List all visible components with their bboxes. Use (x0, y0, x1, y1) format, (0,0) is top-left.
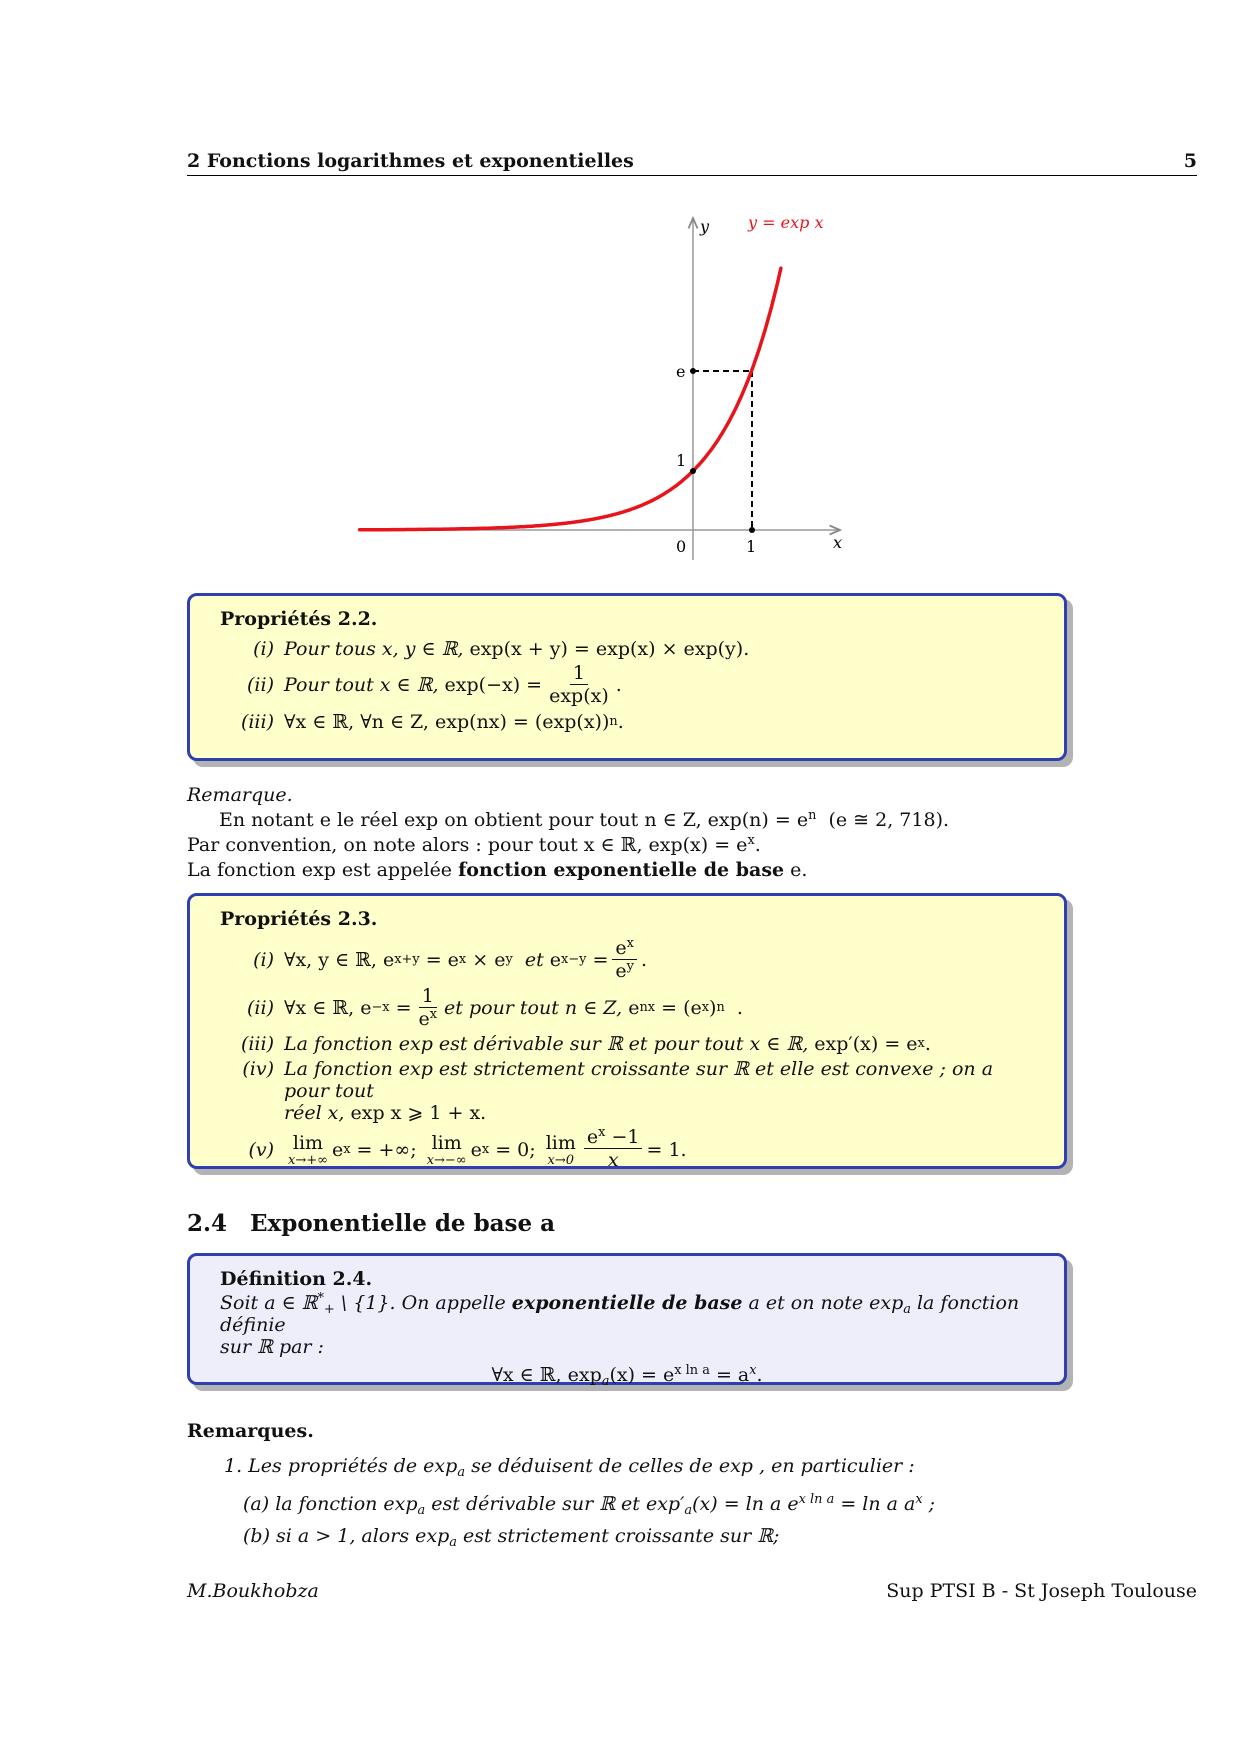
properties-2-2-title: Propriétés 2.2. (220, 608, 378, 630)
remark-block (187, 783, 1197, 883)
point-0-e (690, 368, 696, 374)
definition-line-2: sur ℝ par : (220, 1336, 324, 1358)
limit-minus-infinity: lim x→−∞ (426, 1132, 467, 1169)
remarques-item-1: 1. Les propriétés de $\exp_a$ se déduisent de celles de exp , en particulier : (224, 1455, 915, 1480)
footer-school: Sup PTSI B - St Joseph Toulouse (886, 1580, 1197, 1602)
prop22-item-iii: (iii) ∀x ∈ ℝ, ∀n ∈ Z, exp(nx) = (exp(x)) n . (240, 710, 624, 733)
definition-formula: ∀x ∈ ℝ, $\exp_a(x) = e^{x ln a} = a^x$. (491, 1362, 763, 1389)
limit-zero: lim x→0 (545, 1132, 576, 1169)
properties-2-2-box (187, 593, 1067, 761)
tick-x1-label: 1 (746, 537, 757, 556)
limit-plus-infinity: lim x→+∞ (288, 1132, 328, 1169)
header-title: 2 Fonctions logarithmes et exponentielles (187, 150, 634, 172)
tick-y1-label: 1 (676, 451, 687, 470)
prop23-item-v: (v) lim x→+∞ e x = +∞; lim x→−∞ e x = 0; lim x→0 $\frac{e^x -1}{x}$ = 1. (248, 1125, 687, 1172)
fraction: $\frac{e^x -1}{x}$ (584, 1127, 643, 1172)
prop22-item-i: (i) Pour tous x, y ∈ ℝ, exp(x + y) = exp(x) × exp(y). (253, 638, 750, 660)
footer-author: M.Boukhobza (187, 1580, 319, 1602)
prop23-item-iv: (iv) La fonction exp est strictement croissante sur ℝ et elle est convexe ; on a pour tout réel x, exp x ⩾ 1 + x. (242, 1058, 994, 1125)
remarques-item-b: (b) si a > 1, alors $\exp_a$ est strictement croissante sur ℝ; (243, 1525, 780, 1550)
running-header (187, 150, 1197, 176)
remarques-title: Remarques. (187, 1420, 314, 1442)
fraction: $\frac{1}{\exp(x)}$ (549, 662, 609, 707)
section-title: Exponentielle de base a (250, 1210, 556, 1237)
definition-2-4-title: Définition 2.4. (220, 1268, 373, 1290)
exp-curve (360, 268, 781, 530)
remarques-block (187, 1418, 1197, 1549)
remark-title: Remarque. (187, 784, 293, 806)
remarques-item-a: (a) la fonction $\exp_a$ est dérivable sur ℝ et $\exp'_a(x) = \ln a$ $e^{x ln a} = \ln a$ $a^x$ ; (243, 1491, 936, 1518)
exp-graph (0, 0, 1240, 600)
point-1-0 (749, 527, 755, 533)
curve-label: y = exp x (748, 213, 824, 232)
definition-2-4-box (187, 1253, 1067, 1389)
prop23-item-iii: (iii) La fonction exp est dérivable sur ℝ et pour tout x ∈ ℝ, exp′(x) = e x . (240, 1033, 931, 1056)
prop22-item-ii: (ii) Pour tout x ∈ ℝ, exp(−x) = $\frac{1}{\exp(x)}$ . (247, 662, 622, 707)
remark-line-1: En notant e le réel exp on obtient pour tout n ∈ Z, $\exp(n) = e^n$ (e ≅ 2, 718). (219, 807, 950, 831)
tick-e-label: e (676, 362, 686, 381)
definition-line-1: Soit a ∈ ℝ*$_+$ \ {1}. On appelle exponentielle de base a et on note $\exp_a$ la fonction définie (220, 1290, 1020, 1336)
origin-label: 0 (676, 537, 687, 556)
page-footer (187, 1580, 1197, 1602)
properties-2-3-title: Propriétés 2.3. (220, 908, 378, 930)
fraction: $\frac{1}{e^x}$ (418, 984, 438, 1030)
fraction: $\frac{e^x}{e^y}$ (612, 938, 637, 983)
point-0-1 (690, 468, 696, 474)
prop23-item-i: (i) ∀x, y ∈ ℝ, e x+y = e x × e y et e x−y = $\frac{e^x}{e^y}$ . (253, 935, 647, 982)
remark-line-3: La fonction exp est appelée fonction exponentielle de base e. (187, 859, 808, 881)
section-heading (187, 1210, 555, 1237)
axis-x-label: x (833, 533, 843, 552)
axis-y-label: y (700, 217, 710, 236)
properties-2-3-box (187, 893, 1067, 1172)
remark-line-2: Par convention, on note alors : pour tout x ∈ ℝ, $\exp(x) = e^x$. (187, 832, 761, 856)
page-number: 5 (1183, 150, 1197, 172)
prop23-item-ii: (ii) ∀x ∈ ℝ, e −x = $\frac{1}{e^x}$ et pour tout n ∈ Z, e nx = (e x ) n . (247, 984, 743, 1030)
section-number: 2.4 (187, 1210, 228, 1237)
